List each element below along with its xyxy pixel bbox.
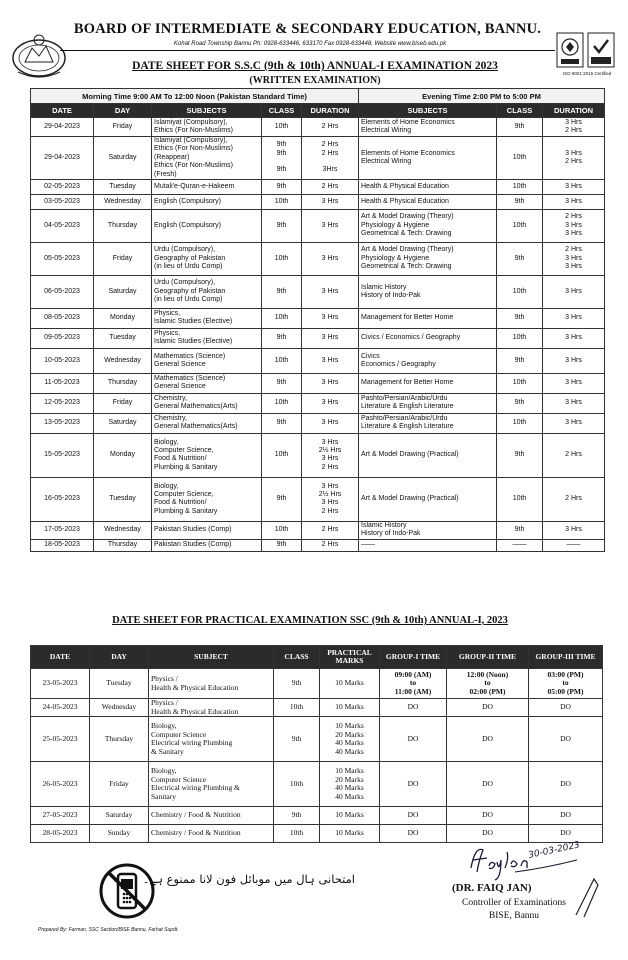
exam-date: 04-05-2023 xyxy=(31,209,94,242)
evening-subject: Islamic History History of Indo-Pak xyxy=(359,521,497,539)
morning-class: 10th xyxy=(262,348,302,373)
exam-date: 12-05-2023 xyxy=(31,393,94,413)
morning-duration: 2 Hrs xyxy=(302,118,359,137)
practical-class: 9th xyxy=(274,669,320,699)
evening-subject: Elements of Home Economics Electrical Wiring xyxy=(359,137,497,180)
header-date: DATE xyxy=(31,104,94,118)
morning-duration: 3 Hrs xyxy=(302,348,359,373)
header-divider xyxy=(60,50,555,51)
exam-day: Saturday xyxy=(94,413,152,433)
theory-row xyxy=(31,137,605,180)
exam-day: Thursday xyxy=(94,209,152,242)
evening-duration: 3 Hrs xyxy=(543,393,605,413)
evening-class: 9th xyxy=(497,308,543,328)
morning-class: 9th xyxy=(262,179,302,194)
morning-subject: English (Compulsory) xyxy=(152,194,262,209)
evening-class: 10th xyxy=(497,137,543,180)
exam-day: Wednesday xyxy=(94,521,152,539)
exam-date: 05-05-2023 xyxy=(31,242,94,275)
exam-day: Wednesday xyxy=(90,699,149,717)
practical-row xyxy=(31,699,603,717)
exam-date: 27-05-2023 xyxy=(31,807,90,825)
practical-marks: 10 Marks xyxy=(320,825,380,843)
practical-class: 10th xyxy=(274,699,320,717)
evening-subject: Health & Physical Education xyxy=(359,194,497,209)
ukas-logo xyxy=(587,32,615,68)
evening-duration: 2 Hrs xyxy=(543,433,605,477)
evening-subject: Civics Economics / Geography xyxy=(359,348,497,373)
theory-row xyxy=(31,275,605,308)
morning-duration: 3 Hrs xyxy=(302,308,359,328)
controller-organization: BISE, Bannu xyxy=(488,911,540,921)
evening-subject: Islamic History History of Indo-Pak xyxy=(359,275,497,308)
evening-duration: 3 Hrs 2 Hrs xyxy=(543,118,605,137)
evening-duration: 3 Hrs xyxy=(543,348,605,373)
exam-day: Friday xyxy=(90,762,149,807)
controller-role: Controller of Examinations xyxy=(462,898,566,908)
exam-day: Thursday xyxy=(94,539,152,551)
group-3-time: 03:00 (PM) to 05:00 (PM) xyxy=(529,669,603,699)
exam-date: 06-05-2023 xyxy=(31,275,94,308)
morning-class: 9th xyxy=(262,275,302,308)
evening-class: 9th xyxy=(497,521,543,539)
evening-subject: Art & Model Drawing (Theory) Physiology & Hygiene Geometrical & Tech: Drawing xyxy=(359,209,497,242)
exam-date: 08-05-2023 xyxy=(31,308,94,328)
morning-subject: Mutali'e-Quran-e-Hakeem xyxy=(152,179,262,194)
exam-day: Monday xyxy=(94,308,152,328)
practical-date-sheet-table xyxy=(30,645,603,843)
theory-header-row xyxy=(31,104,605,118)
mobile-ban-notice: امتحانی ہال میں موبائل فون لانا ممنوع ہے۔ xyxy=(142,872,355,886)
group-3-time: DO xyxy=(529,807,603,825)
evening-subject: Management for Better Home xyxy=(359,308,497,328)
morning-duration: 3 Hrs 2½ Hrs 3 Hrs 2 Hrs xyxy=(302,477,359,521)
group-3-time: DO xyxy=(529,762,603,807)
board-address: Kohat Road Township Bannu Ph: 0928-633446, 633170 Fax 0928-633448, Website www.biseb.edu.pk xyxy=(173,41,447,47)
evening-class: 9th xyxy=(497,242,543,275)
evening-class: 10th xyxy=(497,209,543,242)
exam-date: 02-05-2023 xyxy=(31,179,94,194)
group-1-time: DO xyxy=(380,699,447,717)
morning-subject: Physics, Islamic Studies (Elective) xyxy=(152,308,262,328)
group-2-time: DO xyxy=(447,762,529,807)
group-2-time: DO xyxy=(447,699,529,717)
morning-subject: Physics, Islamic Studies (Elective) xyxy=(152,328,262,348)
exam-day: Friday xyxy=(94,118,152,137)
evening-class: —— xyxy=(497,539,543,551)
header-subject: SUBJECT xyxy=(149,646,274,669)
header-day: DAY xyxy=(90,646,149,669)
exam-day: Tuesday xyxy=(94,328,152,348)
evening-duration: 2 Hrs 3 Hrs 3 Hrs xyxy=(543,209,605,242)
exam-day: Sunday xyxy=(90,825,149,843)
morning-session-label: Morning Time 9:00 AM To 12:00 Noon (Pakistan Standard Time) xyxy=(31,89,359,104)
morning-class: 10th xyxy=(262,393,302,413)
exam-day: Friday xyxy=(94,393,152,413)
header-class: CLASS xyxy=(274,646,320,669)
evening-duration: 3 Hrs xyxy=(543,521,605,539)
practical-date-sheet-title: DATE SHEET FOR PRACTICAL EXAMINATION SSC (9th & 10th) ANNUAL-I, 2023 xyxy=(112,615,508,626)
morning-subject: Urdu (Compulsory), Geography of Pakistan (in lieu of Urdu Comp) xyxy=(152,275,262,308)
morning-class: 9th xyxy=(262,209,302,242)
theory-row xyxy=(31,373,605,393)
exam-day: Saturday xyxy=(94,275,152,308)
morning-class: 9th xyxy=(262,328,302,348)
morning-subject: Chemistry, General Mathematics(Arts) xyxy=(152,393,262,413)
evening-subject: Art & Model Drawing (Practical) xyxy=(359,433,497,477)
evening-duration: 3 Hrs xyxy=(543,194,605,209)
morning-duration: 3 Hrs xyxy=(302,393,359,413)
morning-class: 10th xyxy=(262,194,302,209)
morning-duration: 2 Hrs xyxy=(302,179,359,194)
group-3-time: DO xyxy=(529,699,603,717)
morning-subject: Pakistan Studies (Comp) xyxy=(152,539,262,551)
header-morning-duration: DURATION xyxy=(302,104,359,118)
evening-duration: —— xyxy=(543,539,605,551)
exam-date: 09-05-2023 xyxy=(31,328,94,348)
evening-class: 10th xyxy=(497,373,543,393)
practical-row xyxy=(31,762,603,807)
exam-day: Thursday xyxy=(90,717,149,762)
exam-day: Friday xyxy=(94,242,152,275)
exam-day: Tuesday xyxy=(90,669,149,699)
exam-date: 28-05-2023 xyxy=(31,825,90,843)
iso-caption: ISO 9001:2015 Certified xyxy=(562,71,612,76)
group-3-time: DO xyxy=(529,825,603,843)
practical-row xyxy=(31,669,603,699)
morning-duration: 3 Hrs xyxy=(302,275,359,308)
exam-date: 25-05-2023 xyxy=(31,717,90,762)
header-evening-duration: DURATION xyxy=(543,104,605,118)
theory-row xyxy=(31,477,605,521)
group-2-time: DO xyxy=(447,807,529,825)
exam-day: Wednesday xyxy=(94,348,152,373)
theory-row xyxy=(31,308,605,328)
theory-row xyxy=(31,539,605,551)
practical-row xyxy=(31,807,603,825)
practical-marks: 10 Marks xyxy=(320,807,380,825)
exam-date: 11-05-2023 xyxy=(31,373,94,393)
theory-row xyxy=(31,433,605,477)
evening-subject: Management for Better Home xyxy=(359,373,497,393)
exam-day: Monday xyxy=(94,433,152,477)
group-1-time: DO xyxy=(380,807,447,825)
morning-subject: English (Compulsory) xyxy=(152,209,262,242)
morning-subject: Mathematics (Science) General Science xyxy=(152,348,262,373)
morning-duration: 3 Hrs xyxy=(302,373,359,393)
evening-class: 10th xyxy=(497,179,543,194)
evening-class: 10th xyxy=(497,328,543,348)
exam-date: 13-05-2023 xyxy=(31,413,94,433)
group-2-time: 12:00 (Noon) to 02:00 (PM) xyxy=(447,669,529,699)
morning-subject: Biology, Computer Science, Food & Nutrition/ Plumbing & Sanitary xyxy=(152,477,262,521)
header-group-1-time: GROUP-I TIME xyxy=(380,646,447,669)
morning-subject: Islamiyat (Compulsory), Ethics (For Non-Muslims) xyxy=(152,118,262,137)
evening-duration: 3 Hrs xyxy=(543,373,605,393)
morning-class: 10th xyxy=(262,433,302,477)
practical-header-row xyxy=(31,646,603,669)
morning-duration: 2 Hrs xyxy=(302,539,359,551)
evening-class: 10th xyxy=(497,413,543,433)
group-1-time: DO xyxy=(380,717,447,762)
evening-subject: Art & Model Drawing (Theory) Physiology & Hygiene Geometrical & Tech: Drawing xyxy=(359,242,497,275)
controller-name: (DR. FAIQ JAN) xyxy=(452,882,532,894)
exam-date: 10-05-2023 xyxy=(31,348,94,373)
svg-text:30-03-2023: 30-03-2023 xyxy=(527,840,581,861)
exam-day: Tuesday xyxy=(94,179,152,194)
header-group-2-time: GROUP-II TIME xyxy=(447,646,529,669)
evening-duration: 2 Hrs xyxy=(543,477,605,521)
group-1-time: 09:00 (AM) to 11:00 (AM) xyxy=(380,669,447,699)
practical-marks: 10 Marks 20 Marks 40 Marks 40 Marks xyxy=(320,717,380,762)
header-practical-marks: PRACTICAL MARKS xyxy=(320,646,380,669)
evening-subject: Pashto/Persian/Arabic/Urdu Literature & English Literature xyxy=(359,393,497,413)
morning-duration: 3 Hrs 2½ Hrs 3 Hrs 2 Hrs xyxy=(302,433,359,477)
session-row xyxy=(31,89,605,104)
evening-class: 9th xyxy=(497,348,543,373)
header-morning-class: CLASS xyxy=(262,104,302,118)
theory-row xyxy=(31,118,605,137)
evening-subject: Elements of Home Economics Electrical Wiring xyxy=(359,118,497,137)
theory-row xyxy=(31,194,605,209)
practical-subject: Biology, Computer Science Electrical wiring Plumbing & Sanitary xyxy=(149,762,274,807)
practical-class: 9th xyxy=(274,717,320,762)
practical-class: 10th xyxy=(274,762,320,807)
evening-subject: Art & Model Drawing (Practical) xyxy=(359,477,497,521)
evening-duration: 3 Hrs 2 Hrs xyxy=(543,137,605,180)
exam-day: Saturday xyxy=(90,807,149,825)
exam-date: 29-04-2023 xyxy=(31,118,94,137)
morning-class: 10th xyxy=(262,118,302,137)
exam-date: 16-05-2023 xyxy=(31,477,94,521)
evening-subject: Civics / Economics / Geography xyxy=(359,328,497,348)
morning-subject: Pakistan Studies (Comp) xyxy=(152,521,262,539)
morning-subject: Mathematics (Science) General Science xyxy=(152,373,262,393)
morning-class: 9th xyxy=(262,539,302,551)
exam-date: 17-05-2023 xyxy=(31,521,94,539)
theory-row xyxy=(31,179,605,194)
exam-date: 23-05-2023 xyxy=(31,669,90,699)
theory-row xyxy=(31,521,605,539)
group-2-time: DO xyxy=(447,825,529,843)
exam-date: 03-05-2023 xyxy=(31,194,94,209)
exam-date: 15-05-2023 xyxy=(31,433,94,477)
practical-class: 9th xyxy=(274,807,320,825)
morning-duration: 3 Hrs xyxy=(302,209,359,242)
evening-class: 9th xyxy=(497,194,543,209)
morning-duration: 2 Hrs xyxy=(302,521,359,539)
controller-signature xyxy=(465,838,585,883)
morning-duration: 3 Hrs xyxy=(302,328,359,348)
header-morning-subjects: SUBJECTS xyxy=(152,104,262,118)
practical-subject: Chemistry / Food & Nutrition xyxy=(149,825,274,843)
morning-class: 9th xyxy=(262,373,302,393)
morning-class: 9th xyxy=(262,477,302,521)
exam-date: 18-05-2023 xyxy=(31,539,94,551)
exam-day: Wednesday xyxy=(94,194,152,209)
practical-marks: 10 Marks xyxy=(320,669,380,699)
practical-subject: Chemistry / Food & Nutrition xyxy=(149,807,274,825)
exam-day: Thursday xyxy=(94,373,152,393)
morning-subject: Chemistry, General Mathematics(Arts) xyxy=(152,413,262,433)
evening-session-label: Evening Time 2:00 PM to 5:00 PM xyxy=(359,89,605,104)
practical-marks: 10 Marks 20 Marks 40 Marks 40 Marks xyxy=(320,762,380,807)
theory-date-sheet-table xyxy=(30,88,605,552)
theory-row xyxy=(31,242,605,275)
morning-duration: 3 Hrs xyxy=(302,194,359,209)
theory-row xyxy=(31,348,605,373)
exam-day: Tuesday xyxy=(94,477,152,521)
practical-subject: Biology, Computer Science Electrical wiring Plumbing & Sanitary xyxy=(149,717,274,762)
bise-bannu-logo xyxy=(10,32,68,80)
practical-marks: 10 Marks xyxy=(320,699,380,717)
evening-class: 9th xyxy=(497,118,543,137)
theory-row xyxy=(31,413,605,433)
group-1-time: DO xyxy=(380,762,447,807)
exam-date: 26-05-2023 xyxy=(31,762,90,807)
evening-class: 10th xyxy=(497,477,543,521)
theory-row xyxy=(31,209,605,242)
board-title: BOARD OF INTERMEDIATE & SECONDARY EDUCATION, BANNU. xyxy=(73,21,542,37)
theory-row xyxy=(31,393,605,413)
morning-class: 9th xyxy=(262,413,302,433)
theory-row xyxy=(31,328,605,348)
exam-date: 29-04-2023 xyxy=(31,137,94,180)
evening-subject: Pashto/Persian/Arabic/Urdu Literature & English Literature xyxy=(359,413,497,433)
prepared-by-note: Prepared By: Farman, SSC Section/BISE Bannu, Farhat Supdt. xyxy=(38,927,179,933)
exam-day: Saturday xyxy=(94,137,152,180)
morning-class: 10th xyxy=(262,242,302,275)
group-3-time: DO xyxy=(529,717,603,762)
evening-subject: Health & Physical Education xyxy=(359,179,497,194)
morning-class: 10th xyxy=(262,521,302,539)
evening-duration: 3 Hrs xyxy=(543,308,605,328)
header-evening-class: CLASS xyxy=(497,104,543,118)
certification-logo xyxy=(556,32,584,68)
header-evening-subjects: SUBJECTS xyxy=(359,104,497,118)
practical-subject: Physics / Health & Physical Education xyxy=(149,669,274,699)
morning-subject: Urdu (Compulsory), Geography of Pakistan (in lieu of Urdu Comp) xyxy=(152,242,262,275)
header-date: DATE xyxy=(31,646,90,669)
theory-date-sheet-title: DATE SHEET FOR S.S.C (9th & 10th) ANNUAL-I EXAMINATION 2023 xyxy=(132,60,498,72)
group-2-time: DO xyxy=(447,717,529,762)
group-1-time: DO xyxy=(380,825,447,843)
evening-duration: 3 Hrs xyxy=(543,328,605,348)
morning-subject: Biology, Computer Science, Food & Nutrition/ Plumbing & Sanitary xyxy=(152,433,262,477)
evening-class: 10th xyxy=(497,275,543,308)
evening-duration: 2 Hrs 3 Hrs 3 Hrs xyxy=(543,242,605,275)
no-mobile-phone-icon xyxy=(98,862,156,920)
morning-duration: 3 Hrs xyxy=(302,242,359,275)
morning-duration: 2 Hrs 2 Hrs 3Hrs xyxy=(302,137,359,180)
morning-duration: 3 Hrs xyxy=(302,413,359,433)
practical-subject: Physics / Health & Physical Education xyxy=(149,699,274,717)
evening-class: 9th xyxy=(497,393,543,413)
evening-subject: —— xyxy=(359,539,497,551)
morning-class: 9th 9th 9th xyxy=(262,137,302,180)
morning-class: 10th xyxy=(262,308,302,328)
evening-duration: 3 Hrs xyxy=(543,413,605,433)
evening-duration: 3 Hrs xyxy=(543,179,605,194)
practical-class: 10th xyxy=(274,825,320,843)
header-group-3-time: GROUP-III TIME xyxy=(529,646,603,669)
exam-date: 24-05-2023 xyxy=(31,699,90,717)
evening-class: 9th xyxy=(497,433,543,477)
theory-date-sheet-subtitle: (WRITTEN EXAMINATION) xyxy=(249,75,381,86)
evening-duration: 3 Hrs xyxy=(543,275,605,308)
header-day: DAY xyxy=(94,104,152,118)
practical-row xyxy=(31,717,603,762)
morning-subject: Islamiyat (Compulsory), Ethics (For Non-Muslims) (Reappear) Ethics (For Non-Muslims) (Fresh) xyxy=(152,137,262,180)
